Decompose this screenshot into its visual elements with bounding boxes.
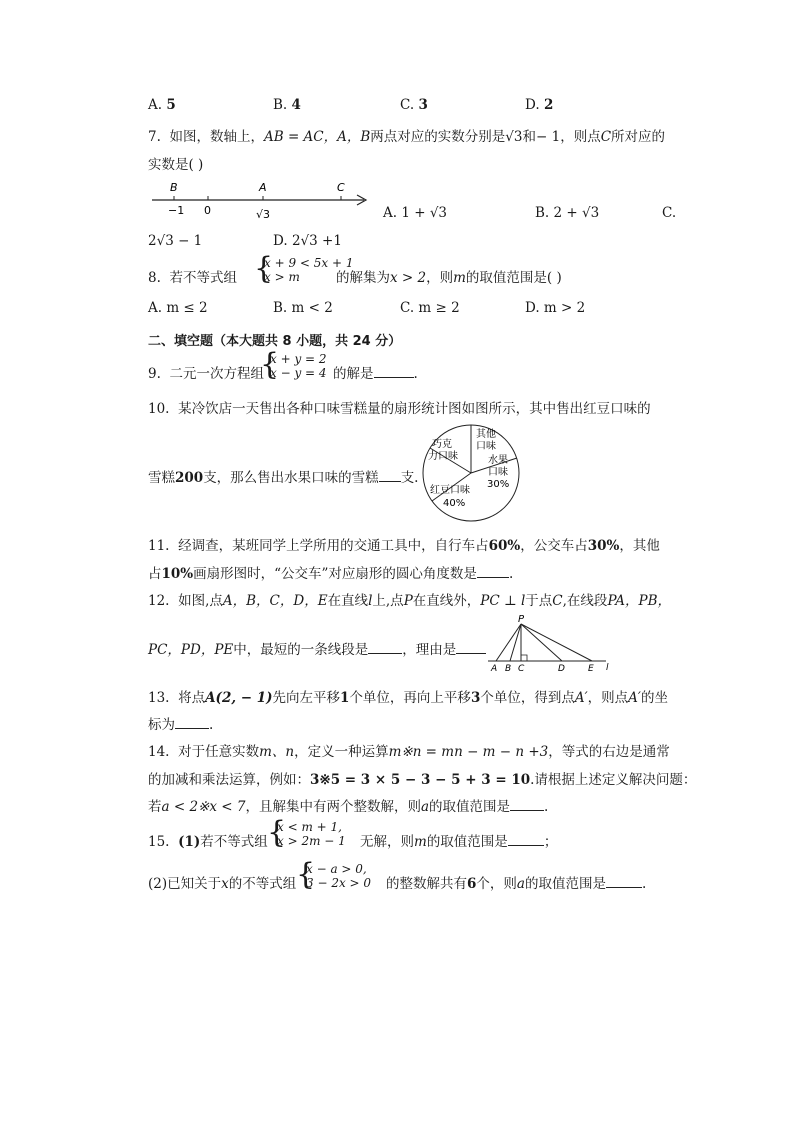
pie-label-redbean: 红豆口味: [430, 485, 470, 496]
q8-brace: {: [254, 251, 274, 286]
section-fill-in-title: 二、填空题（本大题共 8 小题，共 24 分）: [148, 334, 402, 349]
q6-option-c: C. 3: [400, 97, 428, 113]
q8-option-a: A. m ≤ 2: [148, 300, 208, 316]
q14-line2: 的加减和乘法运算，例如：3※5 = 3 × 5 − 3 − 5 + 3 = 10.请根据上述定义解决问题：: [148, 772, 697, 788]
pie-label-other-2: 口味: [476, 441, 496, 452]
q7-option-c-label: C.: [662, 205, 677, 221]
q15-p1-tail: 无解，则m的取值范围是 ；: [360, 834, 558, 850]
q8-option-b: B. m < 2: [273, 300, 333, 316]
q10-pie-chart: [418, 422, 524, 524]
q15-p2-answer-blank[interactable]: [606, 875, 642, 888]
label-c: C: [337, 181, 345, 194]
q9-tail: 的解是 .: [333, 366, 418, 382]
q6-option-d: D. 2: [525, 97, 554, 113]
pie-label-chocolate-2: 力口味: [428, 451, 458, 462]
q15-p1-answer-blank[interactable]: [508, 833, 544, 846]
q8-prefix: 8. 若不等式组: [148, 270, 237, 286]
q8-system-line2: x > m: [264, 270, 300, 284]
q7-option-b: B. 2 + √3: [535, 205, 600, 221]
q9-system-line1: x + y = 2: [270, 352, 327, 366]
q10-line1: 10. 某冷饮店一天售出各种口味雪糕量的扇形统计图如图所示，其中售出红豆口味的: [148, 401, 651, 417]
q12-line1: 12. 如图,点A，B，C，D，E在直线l上,点P在直线外，PC ⊥ l于点C,在线段PA，PB，: [148, 593, 672, 609]
q11-answer-blank[interactable]: [477, 565, 509, 578]
q7-line1: 7. 如图，数轴上，AB = AC，A，B两点对应的实数分别是√3和− 1，则点C所对应的: [148, 129, 666, 145]
q7-option-a: A. 1 + √3: [383, 205, 448, 221]
label-d: D: [558, 664, 565, 674]
q12-answer-blank-2[interactable]: [456, 641, 486, 654]
q13-line1: 13. 将点A(2, − 1)先向左平移1个单位，再向上平移3个单位，得到点A′，则点A′的坐: [148, 690, 668, 706]
label-zero: 0: [204, 204, 211, 217]
q15-p1-system-line2: x > 2m − 1: [277, 834, 346, 848]
q8-tail: 的解集为x > 2，则m的取值范围是( ): [336, 270, 562, 286]
q8-option-c: C. m ≥ 2: [400, 300, 460, 316]
q10-line2: 雪糕200支，那么售出水果口味的雪糕 支.: [148, 470, 419, 486]
pie-label-fruit-pct: 30%: [487, 479, 510, 490]
segment-pb: [510, 624, 521, 661]
q6-option-a: A. 5: [148, 97, 176, 113]
q15-p2-system-line1: x − a > 0,: [306, 862, 367, 876]
q11-line2: 占10%画扇形图时，“公交车”对应扇形的圆心角度数是 .: [148, 566, 514, 582]
pie-label-other-1: 其他: [476, 429, 496, 440]
q9-system-line2: x − y = 4: [270, 366, 327, 380]
q7-option-c-value: 2√3 − 1: [148, 233, 203, 249]
q8-option-d: D. m > 2: [525, 300, 586, 316]
q9-brace: {: [260, 347, 280, 382]
q15-p2-system-line2: 3 − 2x > 0: [306, 876, 372, 890]
pie-label-fruit-1: 水果: [488, 455, 508, 466]
right-angle-mark: [521, 655, 527, 661]
q13-answer-blank[interactable]: [175, 716, 209, 729]
label-b: B: [170, 181, 178, 194]
q14-answer-blank[interactable]: [510, 798, 544, 811]
q7-line2: 实数是( ): [148, 157, 204, 173]
q9-prefix: 9. 二元一次方程组: [148, 366, 264, 382]
q15-p1-prefix: 15. (1)若不等式组: [148, 834, 268, 850]
label-a: A: [259, 181, 267, 194]
q8-system-line1: x + 9 < 5x + 1: [264, 256, 354, 270]
label-c: C: [518, 664, 525, 674]
q14-line3: 若a < 2※x < 7，且解集中有两个整数解，则a的取值范围是 .: [148, 799, 549, 815]
q14-line1: 14. 对于任意实数m、n，定义一种运算m※n = mn − m − n +3，等式的右边是通常: [148, 744, 670, 760]
label-a: A: [491, 664, 498, 674]
q12-line2: PC，PD，PE中，最短的一条线段是 ，理由是: [148, 638, 486, 658]
label-e: E: [588, 664, 594, 674]
q15-p1-brace: {: [267, 815, 287, 850]
q15-p1-system-line1: x < m + 1,: [277, 820, 342, 834]
label-minus1: −1: [168, 204, 185, 217]
q6-option-b: B. 4: [273, 97, 301, 113]
pie-label-redbean-pct: 40%: [443, 498, 466, 509]
q15-p2-tail: 的整数解共有6个，则a的取值范围是 .: [386, 876, 647, 892]
pie-label-fruit-2: 口味: [488, 467, 508, 478]
label-l: l: [606, 663, 609, 673]
q10-answer-blank[interactable]: [379, 469, 401, 482]
q11-line1: 11. 经调查，某班同学上学所用的交通工具中，自行车占60%，公交车占30%，其他: [148, 538, 660, 554]
segment-pa: [496, 624, 521, 661]
q12-figure: [484, 612, 614, 674]
label-b: B: [505, 664, 512, 674]
q7-number-line: [148, 178, 373, 226]
label-p: P: [518, 614, 525, 625]
q7-option-d: D. 2√3 +1: [273, 233, 342, 249]
q15-p2-brace: {: [296, 857, 316, 892]
q15-p2-prefix: (2)已知关于x的不等式组: [148, 876, 297, 892]
q12-answer-blank-1[interactable]: [368, 641, 402, 654]
q13-line2: 标为 .: [148, 717, 214, 733]
label-sqrt3: √3: [256, 208, 271, 221]
pie-label-chocolate-1: 巧克: [432, 439, 452, 450]
q9-answer-blank[interactable]: [374, 365, 414, 378]
